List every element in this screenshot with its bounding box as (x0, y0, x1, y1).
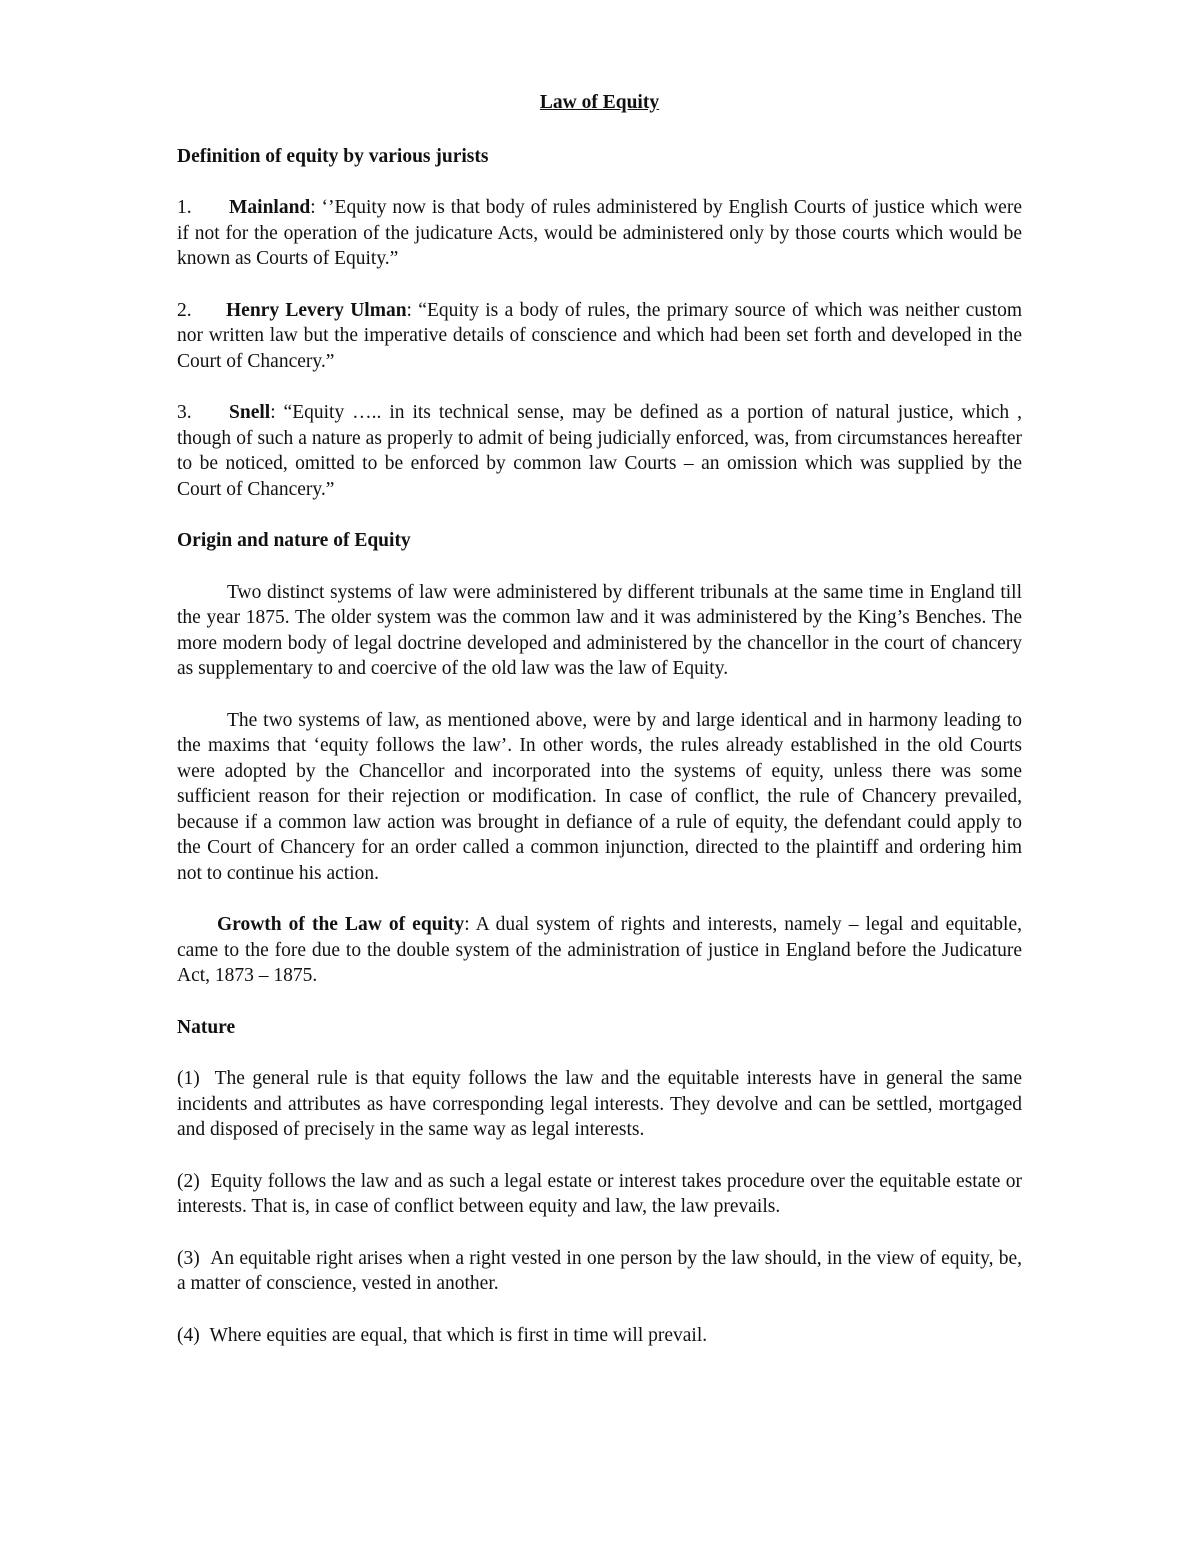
origin-paragraph: Two distinct systems of law were administered by different tribunals at the same time in England till the year 1875. The older system was the common law and it was administered by the King’s Benches. The more modern body of legal doctrine developed and administered by the chancellor in the court of chancery as supplementary to and coercive of the old law was the law of Equity. (177, 581, 1022, 679)
definitions-heading: Definition of equity by various jurists (177, 145, 489, 167)
document-body (177, 90, 1022, 1374)
definition-text: : “Equity ….. in its technical sense, may be defined as a portion of natural justice, which , though of such a nature as properly to admit of being judicially enforced, was, from circumstances hereafter to be noticed, omitted to be enforced by common law Courts – an omission which was supplied by the Court of Chancery.” (177, 402, 1022, 500)
definition-number: 2. (177, 299, 192, 321)
definition-number: 3. (177, 402, 192, 423)
nature-text: The general rule is that equity follows the law and the equitable interests have in general the same incidents and attributes as have corresponding legal interests. They devolve and can be settled, mortgaged and disposed of precisely in the same way as legal interests. (177, 1068, 1022, 1140)
nature-number: (1) (177, 1068, 200, 1089)
nature-number: (3) (177, 1247, 200, 1269)
nature-heading: Nature (177, 1016, 236, 1038)
origin-heading: Origin and nature of Equity (177, 530, 411, 551)
definition-text: : “Equity is a body of rules, the primary source of which was neither custom nor written law but the imperative details of conscience and which had been set forth and developed in the Court of Chancery.” (177, 299, 1023, 372)
nature-number: (4) (177, 1324, 200, 1346)
nature-number: (2) (177, 1170, 200, 1192)
nature-item (177, 1169, 1022, 1220)
nature-item (177, 1246, 1022, 1297)
jurist-name: Snell (229, 402, 271, 423)
jurist-name: Henry Levery Ulman (226, 299, 407, 321)
definition-item (177, 298, 1022, 375)
nature-text: An equitable right arises when a right vested in one person by the law should, in the view of equity, be, a matter of conscience, vested in another. (177, 1247, 1022, 1294)
growth-term: Growth of the Law of equity (217, 914, 465, 935)
nature-item (177, 1066, 1022, 1143)
growth-paragraph (177, 912, 1022, 989)
nature-text: Where equities are equal, that which is first in time will prevail. (209, 1324, 708, 1346)
definition-item (177, 195, 1022, 272)
definition-item (177, 400, 1022, 502)
growth-text: : A dual system of rights and interests, namely – legal and equitable, came to the fore due to the double system of the administration of justice in England before the Judicature Act, 1873 – 1875. (177, 914, 1022, 986)
origin-paragraph: The two systems of law, as mentioned above, were by and large identical and in harmony leading to the maxims that ‘equity follows the law’. In other words, the rules already established in the old Courts were adopted by the Chancellor and incorporated into the systems of equity, unless there was some sufficient reason for their rejection or modification. In case of conflict, the rule of Chancery prevailed, because if a common law action was brought in defiance of a rule of equity, the defendant could apply to the Court of Chancery for an order called a common injunction, directed to the plaintiff and ordering him not to continue his action. (177, 709, 1022, 884)
jurist-name: Mainland (229, 197, 311, 218)
nature-item (177, 1323, 1022, 1349)
definition-number: 1. (177, 197, 192, 218)
nature-text: Equity follows the law and as such a legal estate or interest takes procedure over the equitable estate or interests. That is, in case of conflict between equity and law, the law prevails. (177, 1170, 1023, 1217)
definition-text: : ‘’Equity now is that body of rules administered by English Courts of justice which were if not for the operation of the judicature Acts, would be administered only by those courts which would be known as Courts of Equity.” (177, 197, 1022, 269)
document-title: Law of Equity (539, 92, 660, 113)
